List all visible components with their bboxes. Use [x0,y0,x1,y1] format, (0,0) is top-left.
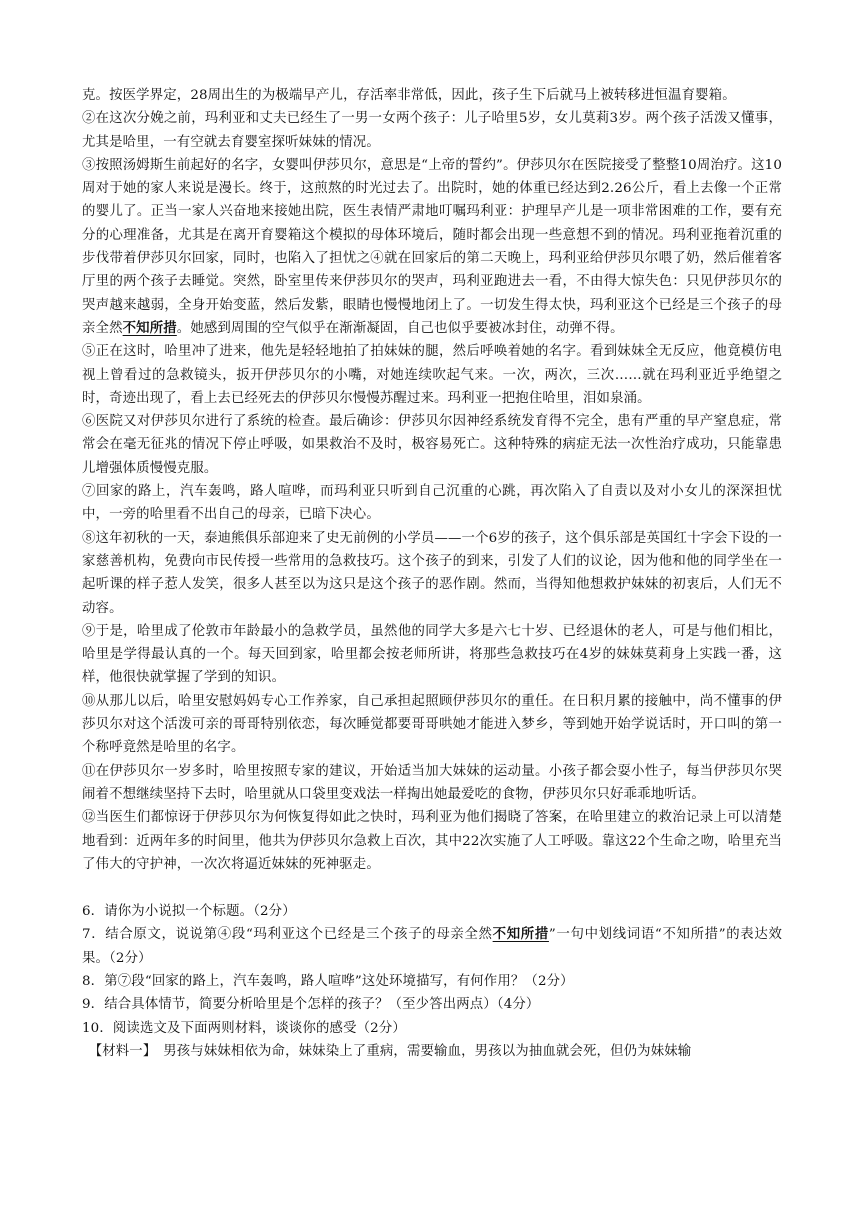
paragraph-3-text: ③按照汤姆斯生前起好的名字，女婴叫伊莎贝尔，意思是“上帝的誓约”。伊莎贝尔在医院接受了整整10周治疗。这10周对于她的家人来说是漫长。终于，这煎熬的时光过去了。出院时，她的体重已经达到2.26公斤，看上去像一个正常的婴儿了。正当一家人兴奋地来接她出院，医生表情严肃地叮嘱玛利亚：护理早产儿是一项非常困难的工作，要有充分的心理准备，尤其是在离开育婴箱这个模拟的母体环境后，随时都会出现一些意想不到的情况。玛利亚拖着沉重的步伐带着伊莎贝尔回家，同时，也陷入了担忧之④就在回家后的第二天晚上，玛利亚给伊莎贝尔喂了奶，然后催着客厅里的两个孩子去睡觉。突然，卧室里传来伊莎贝尔的哭声，玛利亚跑进去一看，不由得大惊失色：只见伊莎贝尔的哭声越来越弱，全身开始变蓝，然后发紫，眼睛也慢慢地闭上了。一切发生得太快，玛利亚这个已经是三个孩子的母亲全然 [82,157,782,336]
paragraph-2: ②在这次分娩之前，玛利亚和丈夫已经生了一男一女两个孩子：儿子哈里5岁，女儿莫莉3岁。两个孩子活泼又懂事，尤其是哈里，一有空就去育婴室探听妹妹的情况。 [82,111,782,150]
paragraph-11: ⑪在伊莎贝尔一岁多时，哈里按照专家的建议，开始适当加大妹妹的运动量。小孩子都会耍小性子，每当伊莎贝尔哭闹着不想继续坚持下去时，哈里就从口袋里变戏法一样掏出她最爱吃的食物，伊莎贝尔只好乖乖地听话。 [82,763,782,802]
question-7-underlined-word: 不知所措 [492,926,549,943]
question-7-text-a: 7．结合原文，说说第④段“玛利亚这个已经是三个孩子的母亲全然 [82,927,493,943]
question-6: 6．请你为小说拟一个标题。（2分） [82,904,296,920]
paragraph-6: ⑥医院又对伊莎贝尔进行了系统的检查。最后确诊：伊莎贝尔因神经系统发育得不完全，患有严重的早产窒息症，常常会在毫无征兆的情况下停止呼吸，如果救治不及时，极容易死亡。这种特殊的病症无法一次性治疗成功，只能靠患儿增强体质慢慢克服。 [82,414,782,476]
underlined-word: 不知所措 [122,319,177,336]
question-10: 10．阅读选文及下面两则材料，谈谈你的感受（2分） [82,1020,406,1036]
question-9: 9．结合具体情节，简要分析哈里是个怎样的孩子？（至少答出两点）（4分） [82,997,540,1013]
paragraph-8: ⑧这年初秋的一天，泰迪熊俱乐部迎来了史无前例的小学员——一个6岁的孩子，这个俱乐部是英国红十字会下设的一家慈善机构，免费向市民传授一些常用的急救技巧。这个孩子的到来，引发了人们的议论，因为他和他的同学坐在一起听课的样子惹人发笑，很多人甚至以为这只是这个孩子的恶作剧。然而，当得知他想救护妹妹的初衷后，人们无不动容。 [82,530,782,616]
section-gap [82,876,782,900]
paragraph-12: ⑫当医生们都惊讶于伊莎贝尔为何恢复得如此之快时，玛利亚为他们揭晓了答案，在哈里建立的救治记录上可以清楚地看到：近两年多的时间里，他共为伊莎贝尔急救上百次，其中22次实施了人工呼吸。靠这22个生命之吻，哈里充当了伟大的守护神，一次次将逼近妹妹的死神驱走。 [82,810,782,872]
paragraph-7: ⑦回家的路上，汽车轰鸣，路人喧哗，而玛利亚只听到自己沉重的心跳，再次陷入了自责以及对小女儿的深深担忧中，一旁的哈里看不出自己的母亲，已暗下决心。 [82,484,782,523]
paragraph-5: ⑤正在这时，哈里冲了进来，他先是轻轻地拍了拍妹妹的腿，然后呼唤着她的名字。看到妹妹全无反应，他竟模仿电视上曾看过的急救镜头，扳开伊莎贝尔的小嘴，对她连续吹起气来。一次，两次，三次……就在玛利亚近乎绝望之时，奇迹出现了，看上去已经死去的伊莎贝尔慢慢苏醒过来。玛利亚一把抱住哈里，泪如泉涌。 [82,344,782,406]
material-1: 【材料一】 男孩与妹妹相依为命，妹妹染上了重病，需要输血，男孩以为抽血就会死，但仍为妹妹输 [88,1043,692,1059]
question-7 [82,923,782,970]
paragraph-3-tail: 。她感到周围的空气似乎在渐渐凝固，自己也似乎要被冰封住，动弹不得。 [176,320,624,336]
paragraph-10: ⑩从那儿以后，哈里安慰妈妈专心工作养家，自己承担起照顾伊莎贝尔的重任。在日积月累的接触中，尚不懂事的伊莎贝尔对这个活泼可亲的哥哥特别依恋，每次睡觉都要哥哥哄她才能进入梦乡，等到她开始学说话时，开口叫的第一个称呼竟然是哈里的名字。 [82,693,782,756]
paragraph-intro: 克。按医学界定，28周出生的为极端早产儿，存活率非常低，因此，孩子生下后就马上被转移进恒温育婴箱。 [82,88,736,103]
question-7-text-b: ”一句中划线词语“不知所措”的表达效果。（2分） [82,927,782,966]
question-8: 8．第⑦段“回家的路上，汽车轰鸣，路人喧哗”这处环境描写，有何作用？（2分） [82,973,574,989]
paragraph-9: ⑨于是，哈里成了伦敦市年龄最小的急救学员，虽然他的同学大多是六七十岁、已经退休的老人，可是与他们相比，哈里是学得最认真的一个。每天回到家，哈里都会按老师所讲，将那些急救技巧在4岁的妹妹莫莉身上实践一番，这样，他很快就掌握了学到的知识。 [82,623,782,686]
paragraph-3 [82,154,782,340]
document-page [82,84,782,1063]
